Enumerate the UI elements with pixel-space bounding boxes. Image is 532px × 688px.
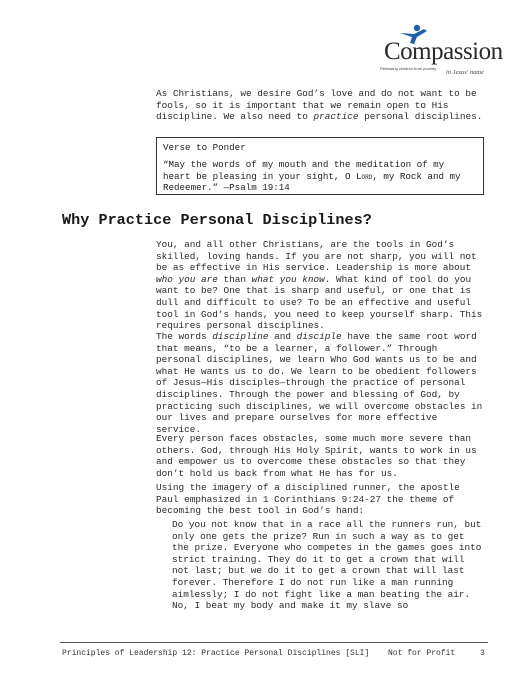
logo-brand: Compassion bbox=[384, 38, 503, 65]
footer-notice: Not for Profit bbox=[388, 649, 456, 658]
p1-text-b: than bbox=[217, 273, 252, 285]
p1-text-a: You, and all other Christians, are the tools in God’s skilled, loving hands. If you are not sharp, you will not be as effective in His service. Leadership is more about bbox=[156, 239, 477, 274]
verse-text bbox=[163, 159, 477, 193]
footer-title: Principles of Leadership 12: Practice Personal Disciplines [SLI] bbox=[62, 649, 370, 658]
verse-text-a: “May the words of my mouth and the meditation of my heart be pleasing in your sight, O bbox=[163, 159, 445, 182]
logo-tagline: Releasing children from poverty bbox=[380, 66, 437, 71]
scripture-quote: Do you not know that in a race all the runners run, but only one gets the prize? Run in such a way as to get the prize. Everyone who competes in the games goes into strict training. They do it to get a crown that will not last; but we do it to get a crown that will last forever. Therefore I do not run like a man running aimlessly; I do not fight like a man beating the air. No, I beat my body and make it my slave so bbox=[172, 519, 482, 612]
intro-paragraph bbox=[156, 88, 486, 123]
paragraph-1 bbox=[156, 239, 486, 332]
p1-emphasis-2: what you know bbox=[251, 273, 325, 285]
verse-lord: Lord bbox=[355, 170, 373, 182]
intro-emphasis: practice bbox=[313, 111, 359, 123]
compassion-logo bbox=[374, 22, 504, 82]
verse-title: Verse to Ponder bbox=[163, 142, 246, 153]
p2-emphasis-2: disciple bbox=[296, 331, 342, 342]
p2-text-b: and bbox=[268, 331, 297, 342]
verse-text-b: , my Rock and my Redeemer.” —Psalm 19:14 bbox=[163, 170, 461, 194]
page-number: 3 bbox=[480, 649, 485, 658]
paragraph-2 bbox=[156, 331, 486, 435]
p2-text-c: have the same root word that means, “to be a learner, a follower.” Through personal disciplines, we learn Who God wants us to be and what He wants us to do. We learn to be obedient followers of Jesus—His disciples—through the practice of personal disciplines. Through the power and blessing of God, by practicing such disciplines, we will overcome obstacles in our lives and prepare ourselves for more effective service. bbox=[156, 331, 483, 435]
paragraph-4: Using the imagery of a disciplined runner, the apostle Paul emphasized in 1 Corinthians 9:24-27 the theme of becoming the best tool in God’s hand: bbox=[156, 482, 460, 517]
logo-subtitle: in Jesus' name bbox=[446, 69, 484, 76]
p1-emphasis-1: who you are bbox=[156, 273, 218, 285]
paragraph-3: Every person faces obstacles, some much more severe than others. God, through His Holy Spirit, wants to work in us and empower us to overcome these obstacles so that they don’t hold us back from what He has for us. bbox=[156, 433, 477, 479]
p1-text-c: . What kind of tool do you want to be? One that is sharp and useful, or one that is dull and difficult to use? To be an effective and useful tool in God’s hands, you need to keep yourself sharp. This requires personal disciplines. bbox=[156, 273, 483, 332]
footer-rule bbox=[60, 642, 488, 643]
intro-text-b: personal disciplines. bbox=[358, 111, 483, 123]
intro-text-a: As Christians, we desire God’s love and do not want to be fools, so it is important that we remain open to His discipline. We also need to bbox=[156, 88, 477, 123]
section-heading: Why Practice Personal Disciplines? bbox=[62, 211, 372, 229]
p2-emphasis-1: discipline bbox=[212, 331, 269, 342]
verse-box bbox=[156, 137, 484, 195]
p2-text-a: The words bbox=[156, 331, 213, 342]
